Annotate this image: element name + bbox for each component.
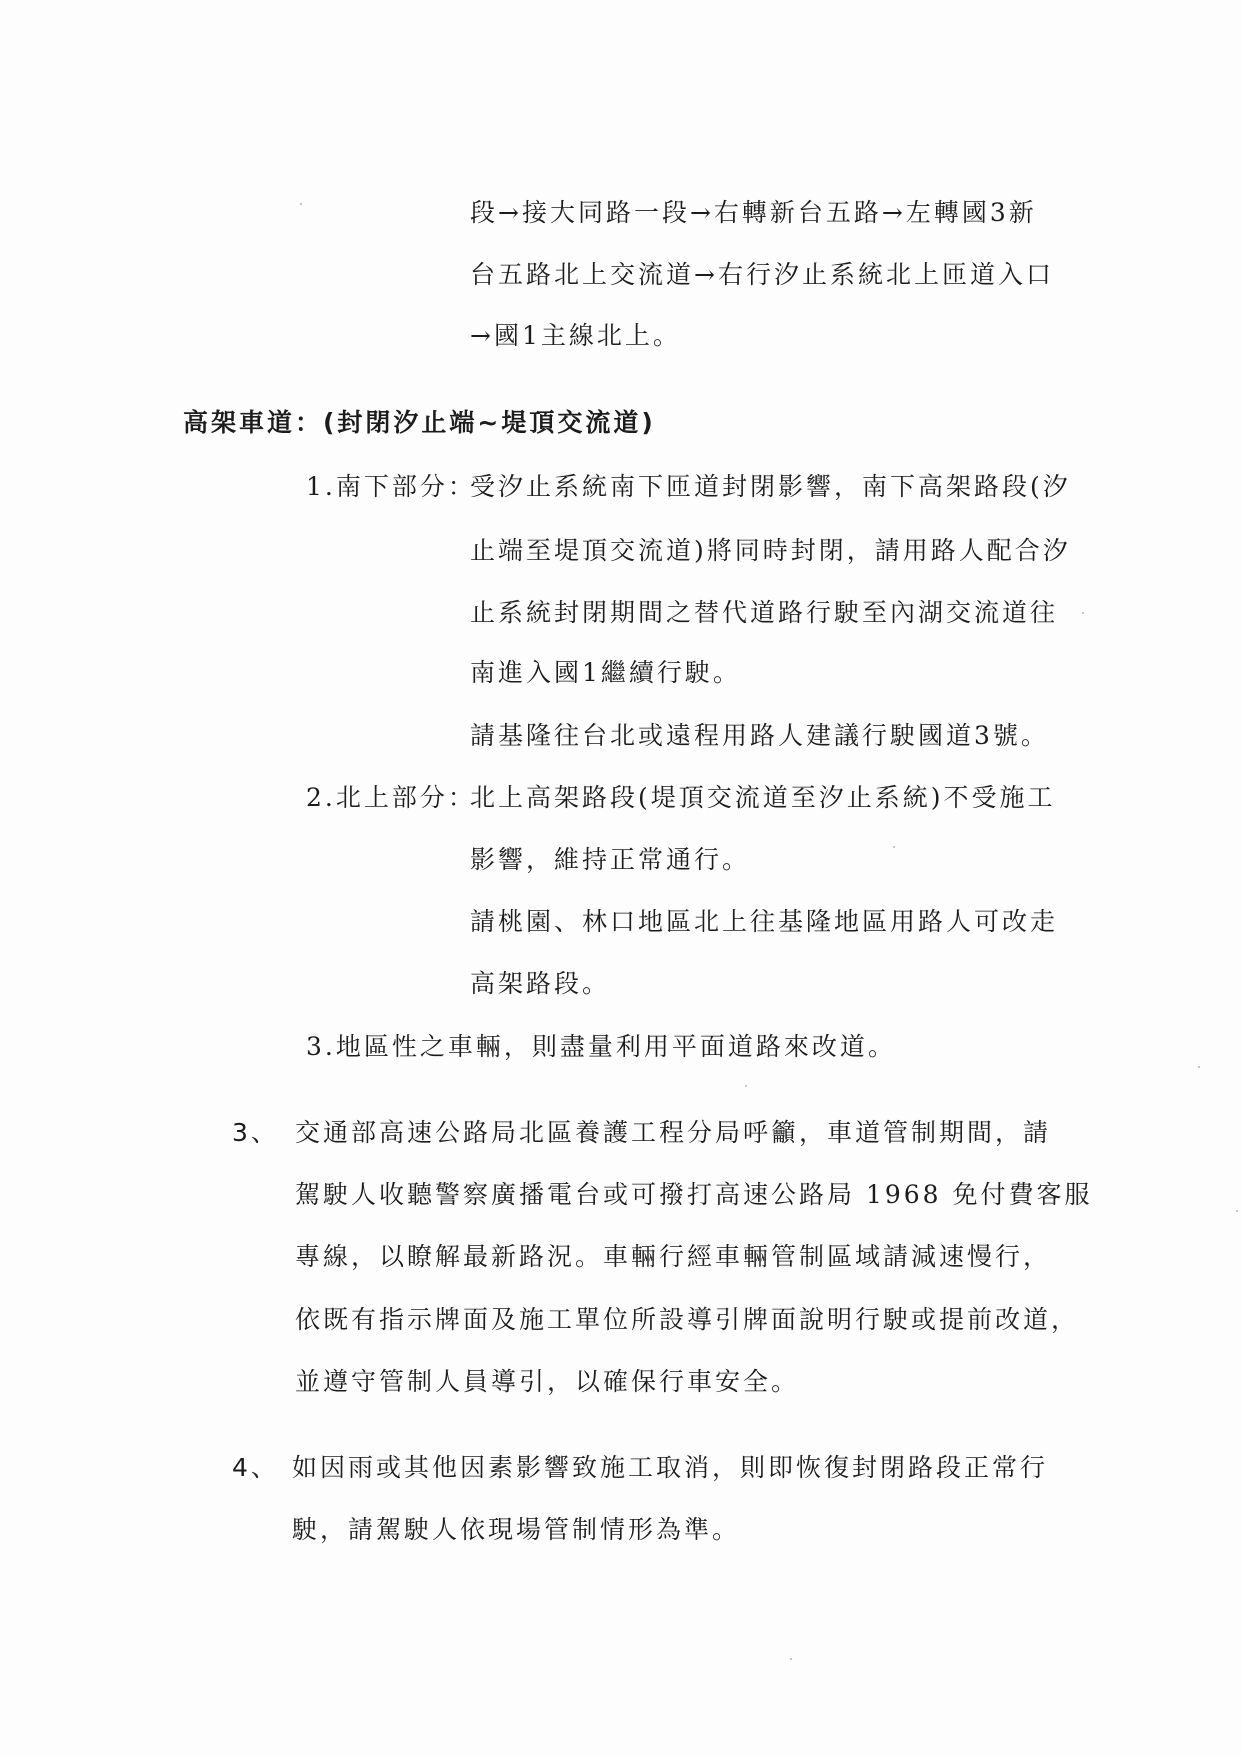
scan-speck <box>790 1658 792 1660</box>
southbound-label: 1.南下部分： <box>306 472 476 501</box>
northbound-line: 北上高架路段(堤頂交流道至汐止系統)不受施工 <box>470 783 1056 812</box>
northbound-line: 高架路段。 <box>470 969 611 998</box>
continuation-line: 段→接大同路一段→右轉新台五路→左轉國3新 <box>470 198 1037 227</box>
northbound-line: 影響，維持正常通行。 <box>470 845 751 874</box>
item3-line: 交通部高速公路局北區養護工程分局呼籲，車道管制期間，請 <box>295 1118 1052 1147</box>
southbound-line: 止系統封閉期間之替代道路行駛至內湖交流道往 <box>470 598 1059 627</box>
continuation-line: →國1主線北上。 <box>470 321 681 350</box>
scan-speck <box>1236 1210 1238 1212</box>
local-vehicles-line: 3.地區性之車輛，則盡量利用平面道路來改道。 <box>306 1032 896 1061</box>
scan-speck <box>300 203 302 205</box>
item3-line: 專線，以瞭解最新路況。車輛行經車輛管制區域請減速慢行， <box>295 1242 1052 1271</box>
item-number: 4、 <box>232 1453 279 1482</box>
southbound-line: 止端至堤頂交流道)將同時封閉，請用路人配合汐 <box>470 536 1071 565</box>
section-heading: 高架車道：(封閉汐止端~堤頂交流道) <box>183 408 656 437</box>
northbound-line: 請桃園、林口地區北上往基隆地區用路人可改走 <box>470 907 1059 936</box>
northbound-label: 2.北上部分： <box>306 783 476 812</box>
item3-line: 依既有指示牌面及施工單位所設導引牌面說明行駛或提前改道， <box>295 1305 1080 1334</box>
southbound-line: 請基隆往台北或遠程用路人建議行駛國道3號。 <box>470 721 1049 750</box>
item3-line: 駕駛人收聽警察廣播電台或可撥打高速公路局 1968 免付費客服 <box>295 1180 1093 1209</box>
item3-line: 並遵守管制人員導引，以確保行車安全。 <box>295 1367 800 1396</box>
southbound-line: 受汐止系統南下匝道封閉影響，南下高架路段(汐 <box>470 472 1071 501</box>
scan-speck <box>1198 1066 1200 1068</box>
item-number: 3、 <box>232 1118 279 1147</box>
scan-speck <box>745 1085 747 1087</box>
southbound-line: 南進入國1繼續行駛。 <box>470 658 741 687</box>
item4-line: 如因雨或其他因素影響致施工取消，則即恢復封閉路段正常行 <box>292 1453 1049 1482</box>
continuation-line: 台五路北上交流道→右行汐止系統北上匝道入口 <box>470 260 1054 289</box>
item4-line: 駛，請駕駛人依現場管制情形為準。 <box>292 1515 741 1544</box>
scan-speck <box>893 846 895 848</box>
scan-speck <box>1082 612 1084 614</box>
